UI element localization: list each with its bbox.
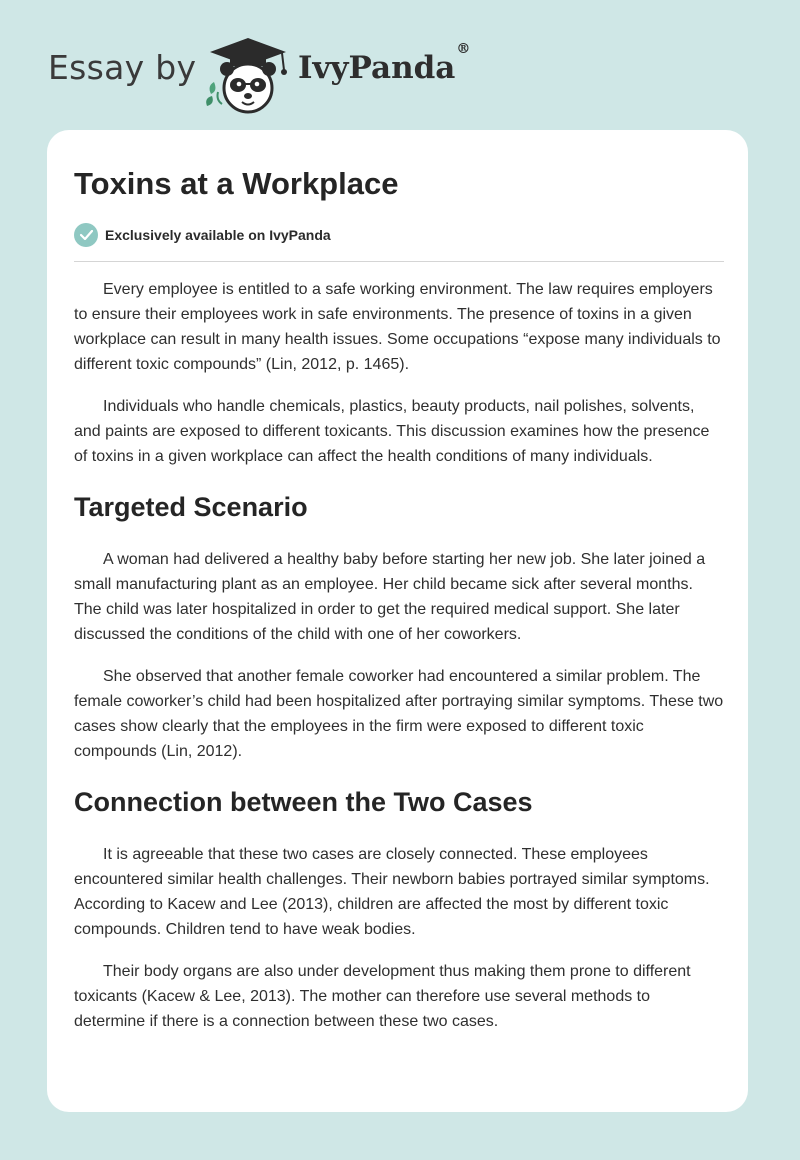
essay-body <box>74 277 724 1051</box>
paragraph: Their body organs are also under development thus making them prone to different toxicants (Kacew & Lee, 2013). The mother can therefore use several methods to determine if there is a connection between these two cases. <box>74 963 691 1030</box>
section-heading: Targeted Scenario <box>74 492 308 522</box>
paragraph: A woman had delivered a healthy baby before starting her new job. She later joined a small manufacturing plant as an employee. Her child became sick after several months. The child was later hospitalized in order to get the required medical support. She later discussed the conditions of the child with one of her coworkers. <box>74 551 706 643</box>
brand-text: IvyPanda <box>298 50 456 86</box>
divider <box>74 261 724 262</box>
check-icon <box>74 223 98 247</box>
essay-card <box>47 130 748 1112</box>
page-title: Toxins at a Workplace <box>74 166 399 201</box>
badge-text: Exclusively available on IvyPanda <box>105 227 331 243</box>
exclusive-badge <box>74 222 331 248</box>
essay-by-label: Essay by <box>48 48 197 87</box>
panda-graduate-icon[interactable] <box>200 36 296 116</box>
site-header <box>0 0 800 120</box>
paragraph: It is agreeable that these two cases are closely connected. These employees encountered similar health challenges. Their newborn babies portrayed similar symptoms. According to Kacew and Lee (2013), children are affected the most by different toxic compounds. Children tend to have weak bodies. <box>74 846 710 938</box>
section-heading: Connection between the Two Cases <box>74 787 533 817</box>
brand-name[interactable] <box>298 40 471 86</box>
paragraph: She observed that another female coworker had encountered a similar problem. The female coworker’s child had been hospitalized after portraying similar symptoms. These two cases show clearly that the employees in the firm were exposed to different toxic compounds (Lin, 2012). <box>74 668 724 760</box>
paragraph: Individuals who handle chemicals, plastics, beauty products, nail polishes, solvents, and paints are exposed to different toxicants. This discussion examines how the presence of toxins in a given workplace can affect the health conditions of many individuals. <box>74 398 710 465</box>
paragraph: Every employee is entitled to a safe working environment. The law requires employers to ensure their employees work in safe environments. The presence of toxins in a given workplace can result in many health issues. Some occupations “expose many individuals to different toxic compounds” (Lin, 2012, p. 1465). <box>74 281 721 373</box>
registered-mark: ® <box>456 40 471 57</box>
